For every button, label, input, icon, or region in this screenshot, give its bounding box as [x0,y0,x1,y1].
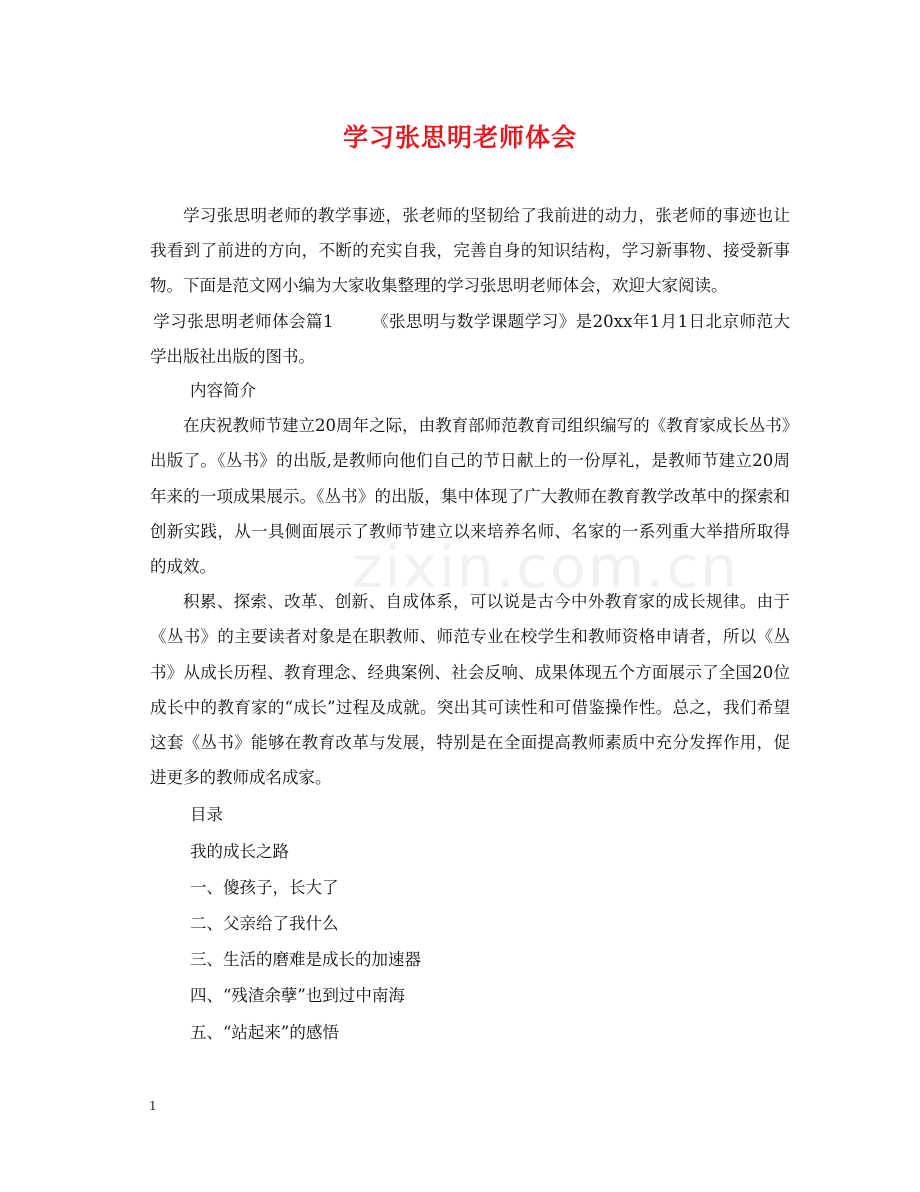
section-heading: 学习张思明老师体会篇1 [153,311,334,331]
content-paragraph-1: 在庆祝教师节建立20周年之际，由教育部师范教育司组织编写的《教育家成长丛书》出版了。《丛书》的出版,是教师向他们自己的节日献上的一份厚礼，是教师节建立20周年来的一项成果展示。《丛书》的出版，集中体现了广大教师在教育教学改革中的探索和创新实践，从一具侧面展示了教师节建立以来培养名师、名家的一系列重大举措所取得的成效。 [150,416,790,577]
toc-heading: 目录 [190,805,223,825]
toc-item: 我的成长之路 [190,841,289,861]
content-summary-heading: 内容简介 [190,381,256,401]
toc-item: 三、生活的磨难是成长的加速器 [190,950,421,970]
toc-item: 五、“站起来”的感悟 [190,1022,339,1042]
page-number: 1 [149,1099,157,1113]
document-title: 学习张思明老师体会 [342,123,577,152]
toc-item: 一、傻孩子，长大了 [190,877,339,897]
document-body [150,198,790,1051]
section-paragraph [150,304,790,374]
intro-paragraph: 学习张思明老师的教学事迹，张老师的坚韧给了我前进的动力，张老师的事迹也让我看到了前进的方向，不断的充实自我，完善自身的知识结构，学习新事物、接受新事物。下面是范文网小编为大家收集整理的学习张思明老师体会，欢迎大家阅读。 [150,206,790,296]
book-description: 《张思明与数学课题学习》是20xx年1月1日北京师范大学出版社出版的图书。 [150,311,790,366]
content-paragraph-2: 积累、探索、改革、创新、自成体系，可以说是古今中外教育家的成长规律。由于《丛书》的主要读者对象是在职教师、师范专业在校学生和教师资格申请者，所以《丛书》从成长历程、教育理念、经典案例、社会反响、成果体现五个方面展示了全国20位成长中的教育家的“成长”过程及成就。突出其可读性和可借鉴操作性。总之，我们希望这套《丛书》能够在教育改革与发展，特别是在全面提高教师素质中充分发挥作用，促进更多的教师成名成家。 [150,592,790,788]
watermark: zixin.com.cn [352,533,740,601]
toc-item: 四、“残渣余孽”也到过中南海 [190,986,405,1006]
toc-item: 二、父亲给了我什么 [190,914,339,934]
